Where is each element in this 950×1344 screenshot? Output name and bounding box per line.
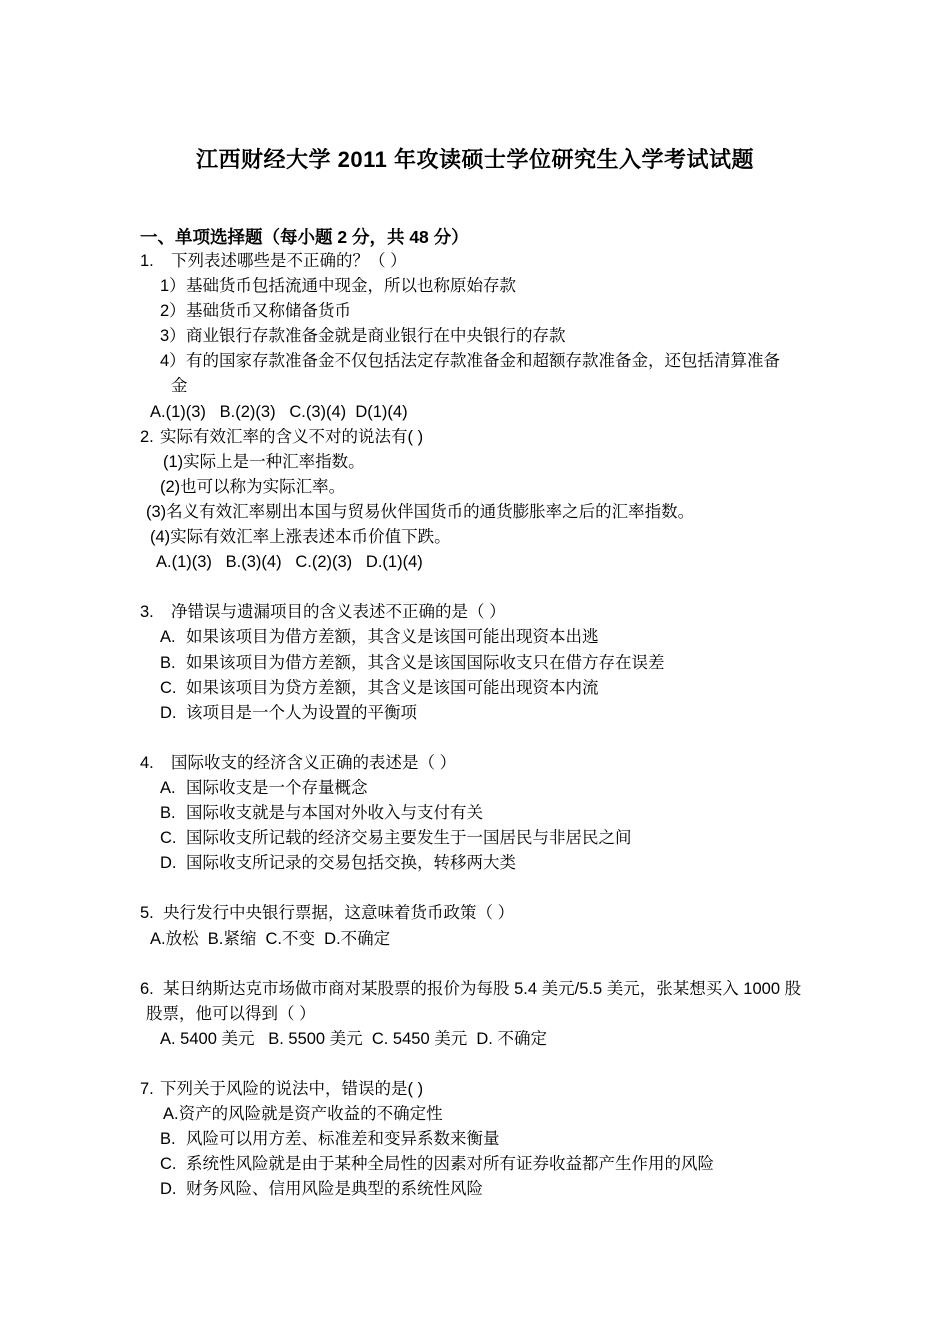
option-text: 国际收支是一个存量概念 xyxy=(186,778,368,797)
item-marker: 4） xyxy=(160,352,186,371)
question-5-options-line xyxy=(0,927,950,952)
question-number: 6. xyxy=(140,979,154,998)
option-letter: A. xyxy=(160,778,176,797)
item-text: (3)名义有效汇率剔出本国与贸易伙伴国货币的通货膨胀率之后的汇率指数。 xyxy=(146,502,695,521)
section-heading: 一、单项选择题（每小题 2 分，共 48 分） xyxy=(140,227,469,247)
question-number: 2. xyxy=(140,427,154,446)
item-text-continuation: 金 xyxy=(171,377,188,396)
question-stem: 实际有效汇率的含义不对的说法有( ) xyxy=(160,427,424,446)
option-text: 风险可以用方差、标准差和变异系数来衡量 xyxy=(186,1130,500,1149)
option-letter: D. xyxy=(160,703,177,722)
question-4-option-b xyxy=(0,801,950,826)
item-text: 基础货币包括流通中现金，所以也称原始存款 xyxy=(186,277,516,296)
question-3-stem-line xyxy=(0,600,950,625)
question-7-stem-line xyxy=(0,1077,950,1102)
question-7-option-b xyxy=(0,1127,950,1152)
question-4-option-a xyxy=(0,776,950,801)
item-text: (4)实际有效汇率上涨表述本币价值下跌。 xyxy=(150,528,451,547)
question-stem: 央行发行中央银行票据，这意味着货币政策（ ） xyxy=(163,904,515,923)
item-marker: 3） xyxy=(160,327,186,346)
option-text: 国际收支就是与本国对外收入与支付有关 xyxy=(186,804,483,823)
question-2-item-1 xyxy=(0,450,950,475)
option-text: 该项目是一个人为设置的平衡项 xyxy=(186,703,417,722)
blank-line xyxy=(0,726,950,751)
question-3-option-c xyxy=(0,676,950,701)
question-2-item-3 xyxy=(0,500,950,525)
option-text: 如果该项目为借方差额，其含义是该国可能出现资本出逃 xyxy=(186,628,599,647)
options-row: A. 5400 美元 B. 5500 美元 C. 5450 美元 D. 不确定 xyxy=(160,1029,547,1048)
question-number: 7. xyxy=(140,1080,154,1099)
item-text: 基础货币又称储备货币 xyxy=(186,302,351,321)
question-4-option-c xyxy=(0,826,950,851)
option-letter: B. xyxy=(160,653,176,672)
blank-line xyxy=(0,1052,950,1077)
question-stem: 净错误与遗漏项目的含义表述不正确的是（ ） xyxy=(171,603,506,622)
question-stem-continuation: 股票，他可以得到（ ） xyxy=(146,1004,316,1023)
question-2-item-2 xyxy=(0,475,950,500)
question-number: 5. xyxy=(140,904,154,923)
question-1-item-4-continuation xyxy=(0,374,950,399)
question-3-option-a xyxy=(0,625,950,650)
question-stem: 下列表述哪些是不正确的？（ ） xyxy=(171,252,407,270)
question-1-item-1 xyxy=(0,274,950,299)
option-text: 如果该项目为借方差额，其含义是该国国际收支只在借方存在误差 xyxy=(186,653,665,672)
page-title: 江西财经大学 2011 年攻读硕士学位研究生入学考试试题 xyxy=(196,147,754,172)
option-letter: A. xyxy=(160,628,176,647)
question-2-stem-line xyxy=(0,425,950,450)
option-text: 系统性风险就是由于某种全局性的因素对所有证券收益都产生作用的风险 xyxy=(186,1155,714,1174)
question-1-item-3 xyxy=(0,324,950,349)
option-letter: C. xyxy=(160,829,177,848)
question-2-options-line xyxy=(0,550,950,575)
item-text: (1)实际上是一种汇率指数。 xyxy=(163,452,365,471)
question-number: 3. xyxy=(140,603,154,622)
question-1-options-line xyxy=(0,400,950,425)
question-7-option-d xyxy=(0,1177,950,1202)
item-text: 商业银行存款准备金就是商业银行在中央银行的存款 xyxy=(186,327,566,346)
item-text: (2)也可以称为实际汇率。 xyxy=(160,477,346,496)
question-4-option-d xyxy=(0,851,950,876)
blank-line xyxy=(0,876,950,901)
question-6-stem-line xyxy=(0,977,950,1002)
question-number: 1. xyxy=(140,252,154,270)
question-1-item-2 xyxy=(0,299,950,324)
question-stem: 国际收支的经济含义正确的表述是（ ） xyxy=(171,753,457,772)
option-letter: C. xyxy=(160,678,177,697)
question-7-option-a xyxy=(0,1102,950,1127)
question-3-option-b xyxy=(0,651,950,676)
options-row: A.(1)(3) B.(2)(3) C.(3)(4) D(1)(4) xyxy=(150,402,408,421)
option-letter: B. xyxy=(160,1130,176,1149)
question-1-item-4 xyxy=(0,349,950,374)
item-text: 有的国家存款准备金不仅包括法定存款准备金和超额存款准备金，还包括清算准备 xyxy=(186,352,780,371)
blank-line xyxy=(0,575,950,600)
blank-line xyxy=(0,952,950,977)
question-2-item-4 xyxy=(0,525,950,550)
question-6-stem-continuation xyxy=(0,1002,950,1027)
option-text: 如果该项目为贷方差额，其含义是该国可能出现资本内流 xyxy=(186,678,599,697)
option-text: A.资产的风险就是资产收益的不确定性 xyxy=(163,1105,443,1124)
question-1-stem-line xyxy=(0,249,950,274)
option-letter: D. xyxy=(160,854,177,873)
option-letter: B. xyxy=(160,804,176,823)
question-number: 4. xyxy=(140,753,154,772)
question-6-options-line xyxy=(0,1027,950,1052)
item-marker: 1） xyxy=(160,277,186,296)
question-5-stem-line xyxy=(0,901,950,926)
item-marker: 2） xyxy=(160,302,186,321)
question-4-stem-line xyxy=(0,751,950,776)
question-7-option-c xyxy=(0,1152,950,1177)
option-letter: C. xyxy=(160,1155,177,1174)
option-text: 国际收支所记载的经济交易主要发生于一国居民与非居民之间 xyxy=(186,829,632,848)
options-row: A.(1)(3) B.(3)(4) C.(2)(3) D.(1)(4) xyxy=(156,553,423,572)
question-3-option-d xyxy=(0,701,950,726)
options-row: A.放松 B.紧缩 C.不变 D.不确定 xyxy=(150,929,391,948)
question-stem: 某日纳斯达克市场做市商对某股票的报价为每股 5.4 美元/5.5 美元，张某想买入 1000 股 xyxy=(163,979,802,998)
questions-list xyxy=(0,249,950,1203)
option-text: 国际收支所记录的交易包括交换，转移两大类 xyxy=(186,854,516,873)
question-stem: 下列关于风险的说法中，错误的是( ) xyxy=(160,1080,424,1099)
option-letter: D. xyxy=(160,1180,177,1199)
option-text: 财务风险、信用风险是典型的系统性风险 xyxy=(186,1180,483,1199)
